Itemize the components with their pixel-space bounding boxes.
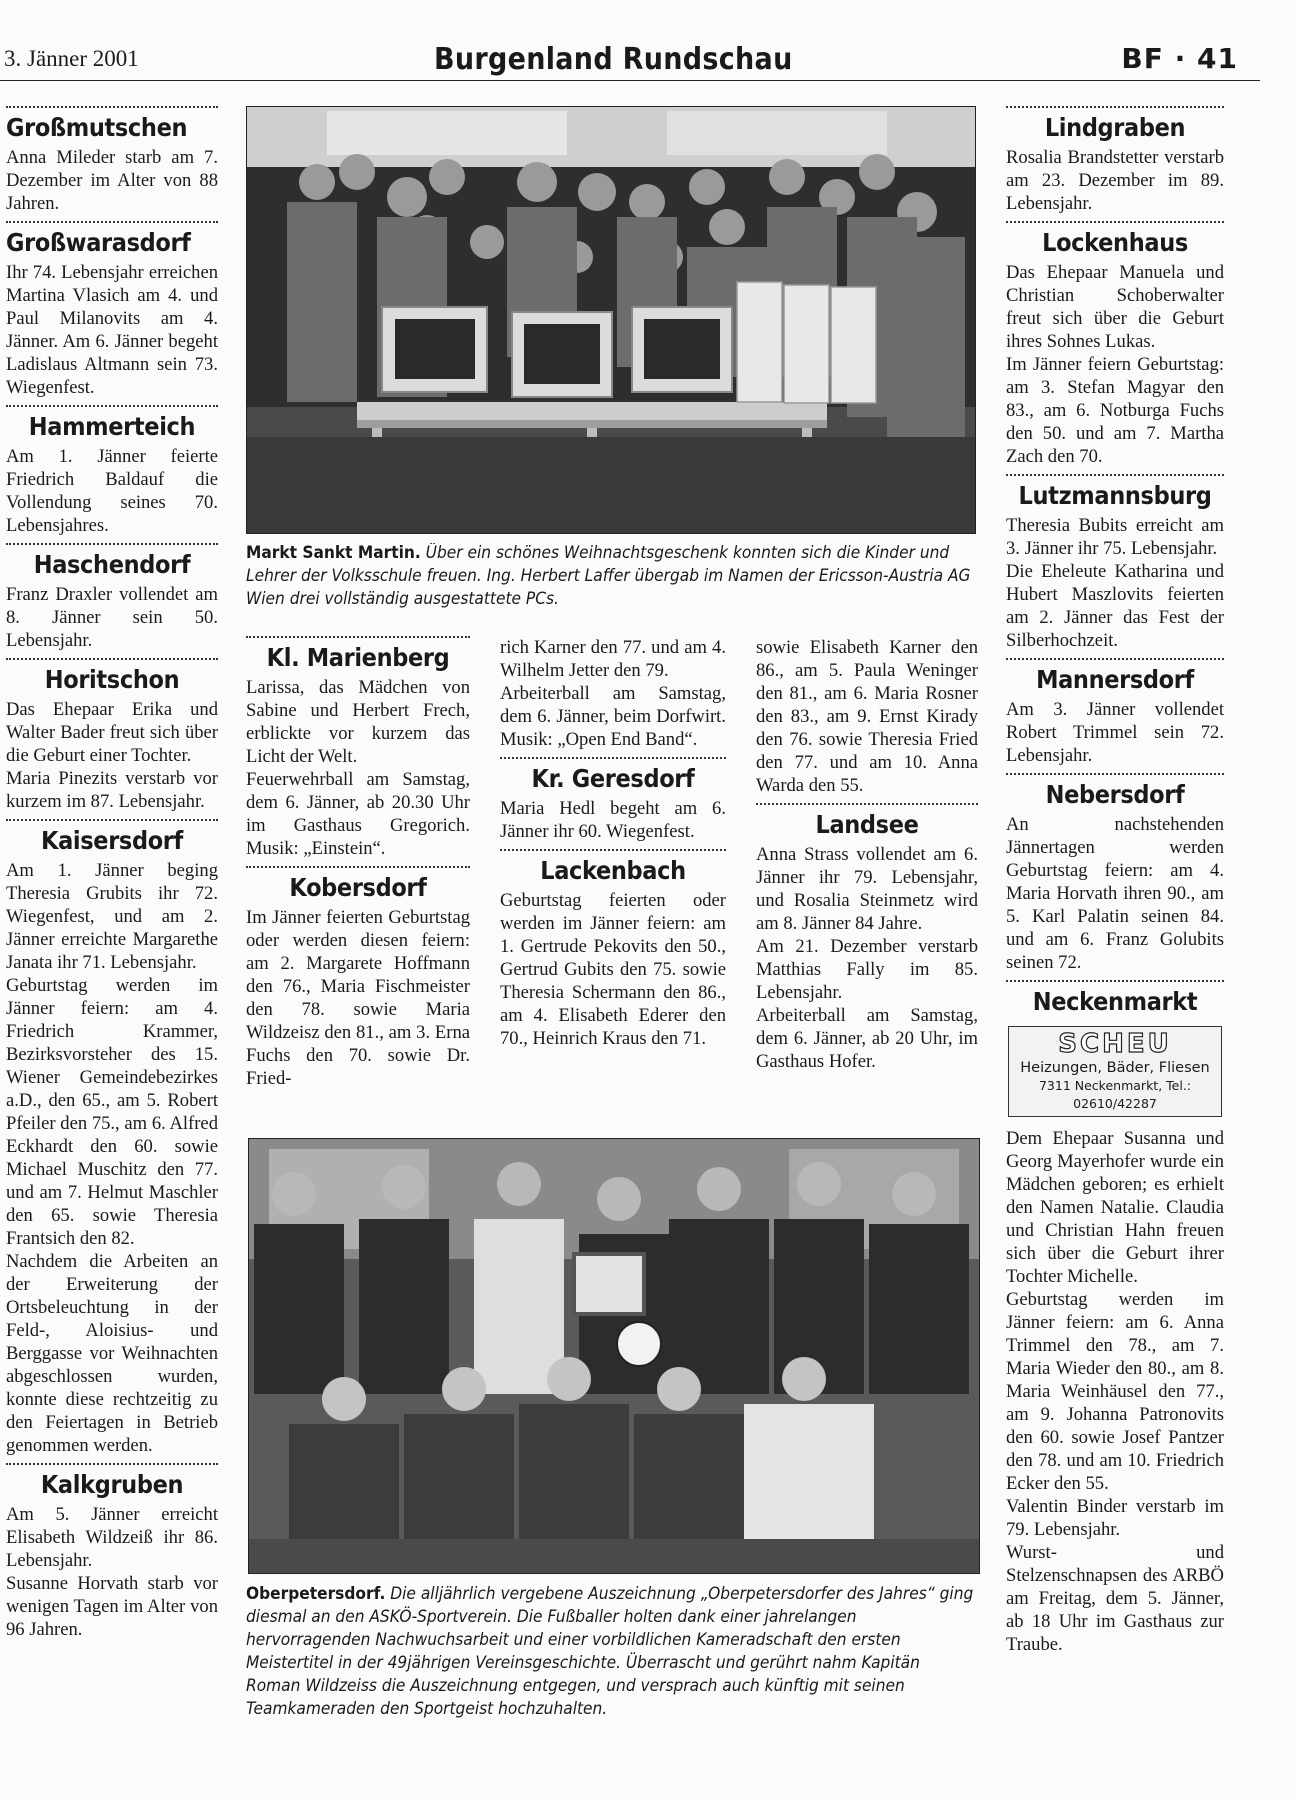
- article-text: Ihr 74. Lebensjahr erreichen Martina Vlasich am 4. und Paul Milanovits am 4. Jänner. Am 6. Jänner begeht Ladislaus Altmann sein 73. Wiegenfest.: [6, 262, 218, 398]
- article-text: Am 3. Jänner vollendet Robert Trimmel sein 72. Lebensjahr.: [1006, 699, 1224, 766]
- article-text: Geburtstag werden im Jänner feiern: am 4. Friedrich Krammer, Bezirksvorsteher des 15. Wiener Gemeindebezirkes a.D., den 65., am 5. Robert Pfeiler den 75., am 6. Alfred Eckhardt den 60. sowie Michael Muschitz den 77. und am 7. Helmut Maschler den 65. sowie Theresia Frantsich den 82.: [6, 975, 218, 1249]
- article-text: Im Jänner feiern Geburtstag: am 3. Stefan Magyar den 83., am 6. Notburga Fuchs den 50. und am 7. Martha Zach den 70.: [1006, 354, 1224, 467]
- dotted-separator: [246, 866, 470, 868]
- heading-lockenhaus: Lockenhaus: [1042, 228, 1188, 257]
- article-text: Maria Pinezits verstarb vor kurzem im 87. Lebensjahr.: [6, 768, 218, 812]
- dotted-separator: [6, 1463, 218, 1465]
- article-text: Das Ehepaar Erika und Walter Bader freut sich über die Geburt einer Tochter.: [6, 699, 218, 766]
- heading-landsee: Landsee: [815, 810, 919, 839]
- article-text: Valentin Binder verstarb im 79. Lebensjahr.: [1006, 1496, 1224, 1540]
- article-text: Wurst- und Stelzenschnapsen des ARBÖ am Freitag, dem 5. Jänner, ab 18 Uhr im Gasthaus zur Traube.: [1006, 1542, 1224, 1655]
- article-text: Das Ehepaar Manuela und Christian Schoberwalter freut sich über die Geburt ihres Sohnes Lukas.: [1006, 262, 1224, 352]
- heading-neckenmarkt: Neckenmarkt: [1032, 987, 1198, 1016]
- ad-services: Heizungen, Bäder, Fliesen: [1020, 1060, 1210, 1076]
- heading-kaisersdorf: Kaisersdorf: [41, 826, 183, 855]
- photo-illustration: [247, 107, 975, 533]
- page-number: BF · 41: [1121, 42, 1238, 75]
- page-header: [0, 40, 1260, 81]
- article-text: Geburtstag werden im Jänner feiern: am 6. Anna Trimmel den 78., am 7. Maria Wieder den 80., am 8. Maria Weinhäusel den 77., am 9. Johanna Patronovits den 60. sowie Josef Pantzer den 78. und am 10. Friedrich Ecker den 55.: [1006, 1289, 1224, 1494]
- caption-place: Oberpetersdorf.: [246, 1584, 386, 1603]
- dotted-separator: [246, 636, 470, 638]
- heading-kl-marienberg: Kl. Marienberg: [266, 643, 450, 672]
- heading-kr-geresdorf: Kr. Geresdorf: [531, 764, 695, 793]
- article-text: Arbeiterball am Samstag, dem 6. Jänner, beim Dorfwirt. Musik: „Open End Band“.: [500, 683, 726, 750]
- dotted-separator: [500, 849, 726, 851]
- article-text: Susanne Horvath starb vor wenigen Tagen im Alter von 96 Jahren.: [6, 1573, 218, 1640]
- article-text: Rosalia Brandstetter verstarb am 23. Dezember im 89. Lebensjahr.: [1006, 147, 1224, 214]
- column-4: [756, 636, 978, 1073]
- dotted-separator: [1006, 474, 1224, 476]
- article-text: Feuerwehrball am Samstag, dem 6. Jänner, ab 20.30 Uhr im Gasthaus Gregorich. Musik: „Einstein“.: [246, 769, 470, 859]
- article-text: Franz Draxler vollendet am 8. Jänner sein 50. Lebensjahr.: [6, 584, 218, 651]
- heading-grosswarasdorf: Großwarasdorf: [6, 228, 191, 257]
- column-5: [1006, 106, 1224, 1656]
- article-text: sowie Elisabeth Karner den 86., am 5. Paula Weninger den 81., am 6. Maria Rosner den 83., am 9. Ernst Kirady den 76. sowie Theresia Fried den 77. und am 10. Anna Warda den 55.: [756, 637, 978, 796]
- heading-nebersdorf: Nebersdorf: [1045, 780, 1185, 809]
- heading-lutzmannsburg: Lutzmannsburg: [1018, 481, 1212, 510]
- ad-logo: SCHEU: [1058, 1029, 1172, 1059]
- dotted-separator: [6, 221, 218, 223]
- heading-kalkgruben: Kalkgruben: [40, 1470, 184, 1499]
- dotted-separator: [6, 658, 218, 660]
- heading-lindgraben: Lindgraben: [1044, 113, 1186, 142]
- heading-hammerteich: Hammerteich: [28, 412, 196, 441]
- dotted-separator: [1006, 773, 1224, 775]
- article-text: Theresia Bubits erreicht am 3. Jänner ihr 75. Lebensjahr.: [1006, 515, 1224, 559]
- article-text: Am 5. Jänner erreicht Elisabeth Wildzeiß ihr 86. Lebensjahr.: [6, 1504, 218, 1571]
- photo-caption-oberpetersdorf: [246, 1582, 975, 1720]
- photo-caption-markt-sankt-martin: [246, 541, 975, 610]
- photo-football-team: [248, 1138, 980, 1574]
- article-text: Anna Strass vollendet am 6. Jänner ihr 79. Lebensjahr, und Rosalia Steinmetz wird am 8. Jänner 84 Jahre.: [756, 844, 978, 934]
- article-text: Im Jänner feierten Geburtstag oder werden diesen feiern: am 2. Margarete Hoffmann den 76., Maria Fischmeister den 78. sowie Maria Wildzeisz den 81., am 3. Erna Fuchs den 70. sowie Dr. Fried-: [246, 907, 470, 1089]
- advertisement-scheu: [1008, 1026, 1222, 1117]
- dotted-separator: [756, 803, 978, 805]
- article-text: Nachdem die Arbeiten an der Erweiterung der Ortsbeleuchtung in der Feld-, Aloisius- und Berggasse vor Weihnachten abgeschlossen wurden, konnte diese rechtzeitig zu den Feiertagen in Betrieb genommen werden.: [6, 1251, 218, 1456]
- heading-lackenbach: Lackenbach: [540, 856, 686, 885]
- dotted-separator: [1006, 658, 1224, 660]
- article-text: Am 1. Jänner feierte Friedrich Baldauf die Vollendung seines 70. Lebensjahres.: [6, 446, 218, 536]
- caption-text: Über ein schönes Weihnachtsgeschenk konnten sich die Kinder und Lehrer der Volksschule freuen. Ing. Herbert Laffer übergab im Namen der Ericsson-Austria AG Wien drei vollständig ausgestattete PCs.: [246, 543, 971, 608]
- dotted-separator: [6, 819, 218, 821]
- heading-horitschon: Horitschon: [44, 665, 180, 694]
- heading-mannersdorf: Mannersdorf: [1036, 665, 1194, 694]
- dotted-separator: [6, 405, 218, 407]
- column-3: [500, 636, 726, 1050]
- article-text: Anna Mileder starb am 7. Dezember im Alter von 88 Jahren.: [6, 147, 218, 214]
- article-text: Maria Hedl begeht am 6. Jänner ihr 60. Wiegenfest.: [500, 798, 726, 842]
- article-text: Dem Ehepaar Susanna und Georg Mayerhofer wurde ein Mädchen geboren; es erhielt den Namen Natalie. Claudia und Christian Hahn freuen sich über die Geburt ihrer Tochter Michelle.: [1006, 1128, 1224, 1287]
- article-text: Am 21. Dezember verstarb Matthias Fally im 85. Lebensjahr.: [756, 936, 978, 1003]
- photo-school-children-pcs: [246, 106, 976, 534]
- column-1: [6, 106, 218, 1641]
- dotted-separator: [1006, 106, 1224, 108]
- article-text: Die Eheleute Katharina und Hubert Maszlovits feierten am 2. Jänner das Fest der Silberhochzeit.: [1006, 561, 1224, 651]
- heading-kobersdorf: Kobersdorf: [289, 873, 427, 902]
- dotted-separator: [500, 757, 726, 759]
- issue-date: 3. Jänner 2001: [4, 46, 139, 71]
- heading-grossmutschen: Großmutschen: [6, 113, 188, 142]
- caption-place: Markt Sankt Martin.: [246, 543, 421, 562]
- photo-illustration: [249, 1139, 979, 1573]
- article-text: Larissa, das Mädchen von Sabine und Herbert Frech, erblickte vor kurzem das Licht der Welt.: [246, 677, 470, 767]
- article-text: Arbeiterball am Samstag, dem 6. Jänner, ab 20 Uhr, im Gasthaus Hofer.: [756, 1005, 978, 1072]
- dotted-separator: [6, 543, 218, 545]
- ad-address: 7311 Neckenmarkt, Tel.: 02610/42287: [1038, 1078, 1192, 1111]
- article-text: Geburtstag feierten oder werden im Jänner feiern: am 1. Gertrude Pekovits den 50., Gertrud Gubits den 75. sowie Theresia Schermann den 86., am 4. Elisabeth Ederer den 70., Heinrich Kraus den 71.: [500, 890, 726, 1049]
- column-2: [246, 636, 470, 1090]
- dotted-separator: [1006, 221, 1224, 223]
- caption-text: Die alljährlich vergebene Auszeichnung „Oberpetersdorfer des Jahres“ ging diesmal an den ASKÖ-Sportverein. Die Fußballer holten dank einer jahrelangen hervorragenden Nachwuchsarbeit und einer vorbildlichen Kameradschaft den ersten Meistertitel in der 49jährigen Vereinsgeschichte. Überrascht und gerührt nahm Kapitän Roman Wildzeiss die Auszeichnung entgegen, und versprach auch künftig mit seinen Teamkameraden den Sportgeist hochzuhalten.: [246, 1584, 974, 1718]
- newspaper-title: Burgenland Rundschau: [434, 42, 793, 77]
- dotted-separator: [6, 106, 218, 108]
- article-text: An nachstehenden Jännertagen werden Geburtstag feiern: am 4. Maria Horvath ihren 90., am 5. Karl Palatin seinen 84. und am 6. Franz Golubits seinen 72.: [1006, 814, 1224, 973]
- dotted-separator: [1006, 980, 1224, 982]
- heading-haschendorf: Haschendorf: [33, 550, 191, 579]
- article-text: Am 1. Jänner beging Theresia Grubits ihr 72. Wiegenfest, und am 2. Jänner erreichte Margarethe Janata ihr 71. Lebensjahr.: [6, 860, 218, 973]
- article-text: rich Karner den 77. und am 4. Wilhelm Jetter den 79.: [500, 637, 726, 681]
